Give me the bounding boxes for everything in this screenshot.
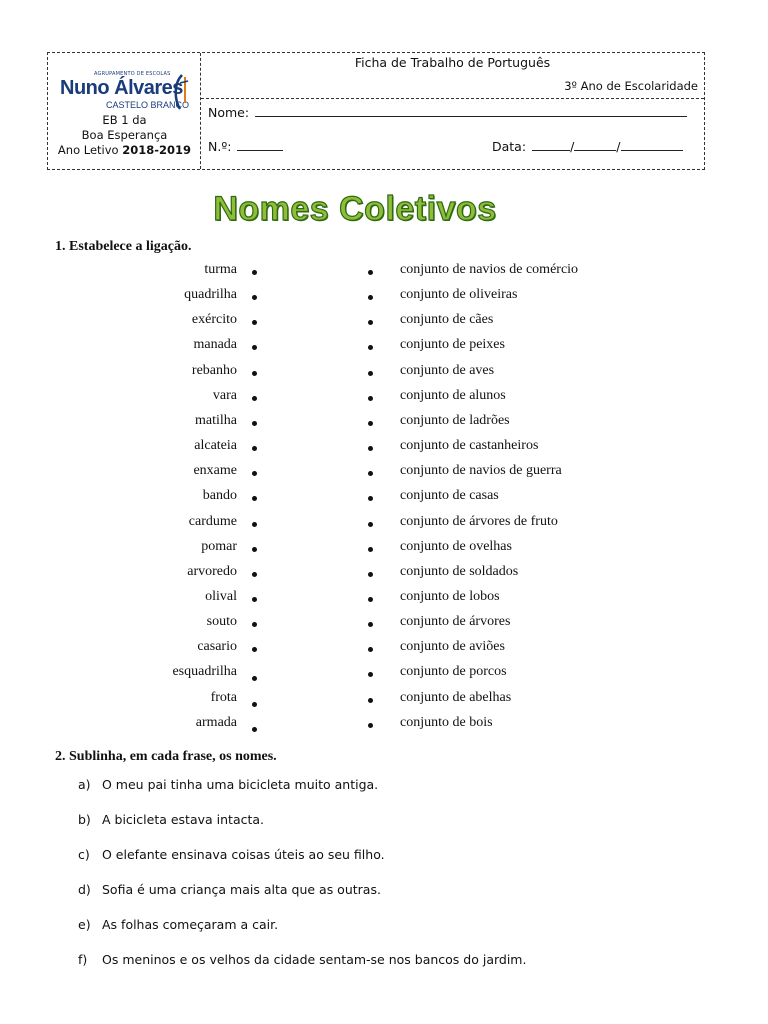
right-match-dot[interactable] xyxy=(368,371,373,376)
definition-text: conjunto de cães xyxy=(400,312,494,328)
collective-noun-term: matilha xyxy=(195,412,237,428)
definition-text: conjunto de castanheiros xyxy=(400,438,539,454)
collective-noun-term: manada xyxy=(193,337,237,353)
sentence-item xyxy=(78,777,378,792)
school-name-line1: EB 1 da xyxy=(102,113,147,127)
grade-label: 3º Ano de Escolaridade xyxy=(564,79,698,93)
sentence-text[interactable]: O meu pai tinha uma bicicleta muito antiga. xyxy=(102,777,379,792)
definition-text: conjunto de peixes xyxy=(400,337,505,353)
collective-noun-term: olival xyxy=(205,588,237,604)
left-match-dot[interactable] xyxy=(252,727,257,732)
collective-noun-term: turma xyxy=(204,262,237,277)
logo-small-text: AGRUPAMENTO DE ESCOLAS xyxy=(94,71,171,77)
definition-text: conjunto de casas xyxy=(400,488,499,504)
date-separator: / xyxy=(570,139,575,154)
right-match-dot[interactable] xyxy=(368,647,373,652)
left-match-dot[interactable] xyxy=(252,522,257,527)
sentence-letter: b) xyxy=(78,812,91,827)
left-match-dot[interactable] xyxy=(252,270,257,275)
right-match-dot[interactable] xyxy=(368,421,373,426)
sentence-item xyxy=(78,882,381,897)
left-match-dot[interactable] xyxy=(252,295,257,300)
collective-noun-term: bando xyxy=(202,488,237,504)
collective-noun-term: pomar xyxy=(201,538,237,554)
date-label: Data: xyxy=(492,139,527,154)
definition-text: conjunto de soldados xyxy=(400,563,519,579)
definition-text: conjunto de ladrões xyxy=(400,412,510,428)
sentence-letter: c) xyxy=(78,847,90,862)
collective-noun-term: rebanho xyxy=(191,362,237,378)
sentence-item xyxy=(78,952,526,967)
right-match-dot[interactable] xyxy=(368,597,373,602)
right-match-dot[interactable] xyxy=(368,672,373,677)
left-match-dot[interactable] xyxy=(252,396,257,401)
left-match-dot[interactable] xyxy=(252,345,257,350)
collective-noun-term: frota xyxy=(210,689,237,705)
right-match-dot[interactable] xyxy=(368,622,373,627)
sentence-item xyxy=(78,847,385,862)
exercise1-heading: 1. Estabelece a ligação. xyxy=(55,239,192,254)
left-match-dot[interactable] xyxy=(252,572,257,577)
left-match-dot[interactable] xyxy=(252,647,257,652)
worksheet-title: Nomes Coletivos xyxy=(213,190,497,228)
school-year-value: 2018-2019 xyxy=(122,143,192,157)
collective-noun-term: souto xyxy=(206,614,237,630)
definition-text: conjunto de árvores xyxy=(400,614,511,630)
definition-text: conjunto de ovelhas xyxy=(400,538,512,554)
title-panel xyxy=(201,53,704,99)
right-match-dot[interactable] xyxy=(368,572,373,577)
left-match-dot[interactable] xyxy=(252,676,257,681)
sentence-text[interactable]: O elefante ensinava coisas úteis ao seu filho. xyxy=(102,847,385,862)
date-separator: / xyxy=(616,139,621,154)
collective-noun-term: casario xyxy=(197,639,237,655)
left-match-dot[interactable] xyxy=(252,597,257,602)
school-year-label: Ano Letivo xyxy=(57,143,119,157)
definition-text: conjunto de aviões xyxy=(400,639,505,655)
exercise2-heading: 2. Sublinha, em cada frase, os nomes. xyxy=(55,749,277,764)
sentence-letter: e) xyxy=(78,917,91,932)
sentence-letter: d) xyxy=(78,882,91,897)
worksheet-header xyxy=(47,52,705,170)
date-field[interactable] xyxy=(492,139,683,154)
right-match-dot[interactable] xyxy=(368,270,373,275)
date-month-blank[interactable] xyxy=(574,149,616,151)
collective-noun-term: vara xyxy=(212,387,237,403)
definition-text: conjunto de árvores de fruto xyxy=(400,513,558,529)
definition-text: conjunto de aves xyxy=(400,362,495,378)
number-label: N.º: xyxy=(208,139,232,154)
left-match-dot[interactable] xyxy=(252,371,257,376)
definition-text: conjunto de porcos xyxy=(400,664,507,680)
school-year xyxy=(48,143,201,157)
right-match-dot[interactable] xyxy=(368,547,373,552)
right-match-dot[interactable] xyxy=(368,723,373,728)
logo-main-text: Nuno Álvares xyxy=(60,77,183,99)
left-match-dot[interactable] xyxy=(252,320,257,325)
date-year-blank[interactable] xyxy=(621,149,683,151)
definition-text: conjunto de oliveiras xyxy=(400,287,518,303)
collective-noun-term: esquadrilha xyxy=(172,664,237,680)
worksheet-subject-title: Ficha de Trabalho de Português xyxy=(354,55,551,70)
sentence-item xyxy=(78,812,264,827)
logo-sub-text: CASTELO BRANCO xyxy=(106,100,190,110)
collective-noun-term: quadrilha xyxy=(184,287,237,303)
name-blank[interactable] xyxy=(255,115,687,117)
right-match-dot[interactable] xyxy=(368,471,373,476)
sentence-item xyxy=(78,917,278,932)
left-match-dot[interactable] xyxy=(252,471,257,476)
left-match-dot[interactable] xyxy=(252,622,257,627)
collective-noun-term: alcateia xyxy=(194,438,237,454)
definition-text: conjunto de navios de comércio xyxy=(400,262,579,277)
sentence-letter: f) xyxy=(78,952,88,967)
date-day-blank[interactable] xyxy=(532,149,570,151)
right-match-dot[interactable] xyxy=(368,345,373,350)
right-match-dot[interactable] xyxy=(368,446,373,451)
sentence-text[interactable]: As folhas começaram a cair. xyxy=(102,917,279,932)
collective-noun-term: enxame xyxy=(193,463,237,479)
collective-noun-term: armada xyxy=(195,714,237,730)
sentence-text[interactable]: Os meninos e os velhos da cidade sentam-se nos bancos do jardim. xyxy=(102,952,527,967)
left-match-dot[interactable] xyxy=(252,496,257,501)
collective-noun-term: exército xyxy=(191,312,237,328)
left-match-dot[interactable] xyxy=(252,547,257,552)
definition-text: conjunto de bois xyxy=(400,714,493,730)
right-match-dot[interactable] xyxy=(368,396,373,401)
logo-emblem-icon xyxy=(170,73,190,111)
definition-text: conjunto de alunos xyxy=(400,387,506,403)
left-match-dot[interactable] xyxy=(252,702,257,707)
left-match-dot[interactable] xyxy=(252,421,257,426)
right-match-dot[interactable] xyxy=(368,496,373,501)
collective-noun-term: cardume xyxy=(188,513,237,529)
number-blank[interactable] xyxy=(237,149,283,151)
right-match-dot[interactable] xyxy=(368,295,373,300)
definition-text: conjunto de navios de guerra xyxy=(400,463,562,479)
name-field[interactable] xyxy=(208,105,687,120)
school-name-line2: Boa Esperança xyxy=(81,128,168,142)
definition-text: conjunto de abelhas xyxy=(400,689,512,705)
sentence-text[interactable]: A bicicleta estava intacta. xyxy=(102,812,265,827)
sentence-letter: a) xyxy=(78,777,91,792)
school-info-panel xyxy=(48,53,201,169)
right-match-dot[interactable] xyxy=(368,320,373,325)
left-match-dot[interactable] xyxy=(252,446,257,451)
collective-noun-term: arvoredo xyxy=(187,563,237,579)
number-field[interactable] xyxy=(208,139,283,154)
right-match-dot[interactable] xyxy=(368,522,373,527)
right-match-dot[interactable] xyxy=(368,698,373,703)
sentence-text[interactable]: Sofia é uma criança mais alta que as outras. xyxy=(102,882,381,897)
name-label: Nome: xyxy=(208,105,250,120)
definition-text: conjunto de lobos xyxy=(400,588,500,604)
